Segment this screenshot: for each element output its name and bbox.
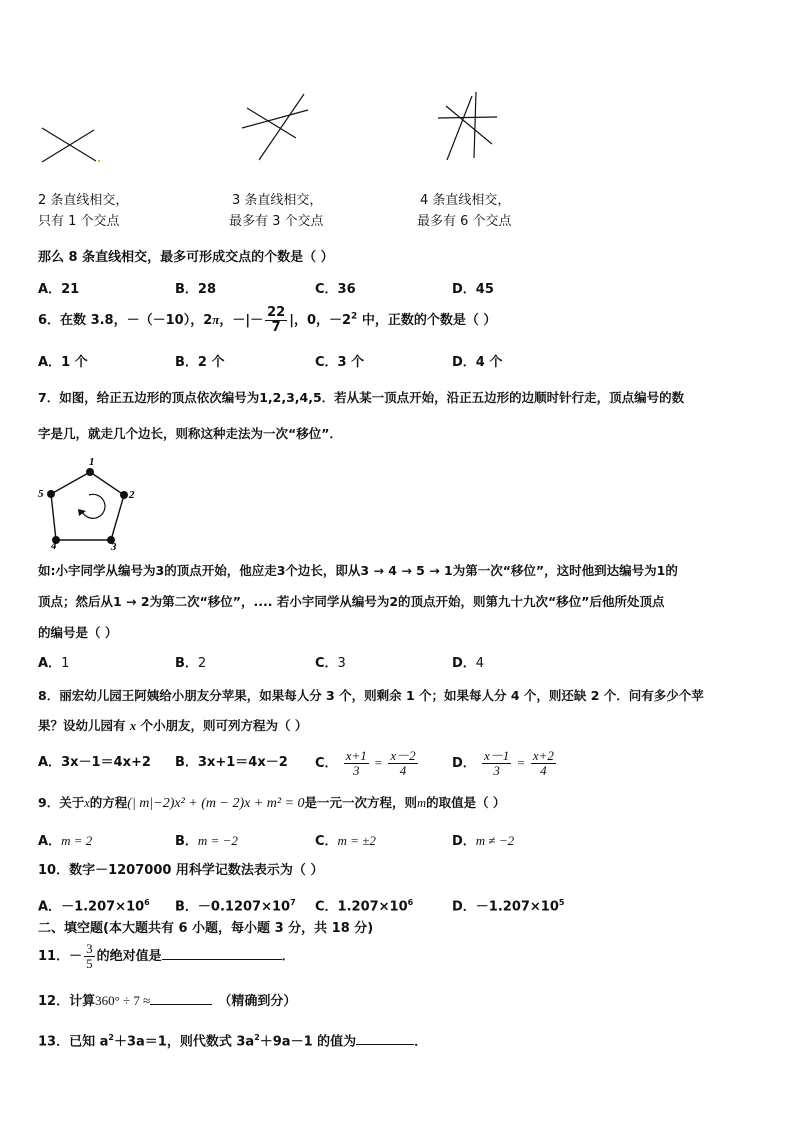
four-lines-figure bbox=[434, 88, 504, 168]
fig4-caption-1: 4 条直线相交， bbox=[420, 193, 511, 208]
q7-line-1: 7．如图，给正五边形的顶点依次编号为1,2,3,4,5．若从某一顶点开始，沿正五边形的边顺时针行走，顶点编号的数 bbox=[38, 390, 685, 405]
two-lines-figure bbox=[38, 120, 108, 170]
vertex-label-2: 2 bbox=[129, 489, 135, 501]
q10-option-c: C．$1.207\times 10^6$ bbox=[315, 898, 414, 915]
q6-option-c: C．3 个 bbox=[315, 355, 365, 370]
q6-fraction: $\frac{22}{7}$ bbox=[267, 305, 286, 335]
q5-option-b: B．28 bbox=[175, 282, 217, 297]
q6-option-d: D．4 个 bbox=[452, 355, 503, 370]
q8-option-c: C． $\frac{x+1}{3}$ = $\frac{x-2}{4}$ bbox=[315, 748, 416, 778]
q8-option-a: A．3x－1＝4x+2 bbox=[38, 755, 151, 770]
q7-option-c: C．3 bbox=[315, 656, 346, 671]
q13-stem: 13．已知 $a^2+3a=1$，则代数式 $3a^2+9a-1$ 的值为 ． bbox=[38, 1033, 428, 1050]
q7-option-a: A．1 bbox=[38, 656, 70, 671]
q7-line-5: 的编号是（ ） bbox=[38, 625, 118, 640]
q10-option-b: B．$-0.1207\times 10^7$ bbox=[175, 898, 296, 915]
q11-answer-blank[interactable] bbox=[162, 947, 282, 960]
fig3-caption-1: 3 条直线相交， bbox=[232, 193, 323, 208]
vertex-label-4: 4 bbox=[51, 540, 57, 552]
q7-line-3: 如:小宇同学从编号为3的顶点开始，他应走3个边长，即从3 → 4 → 5 → 1为第一次“移位”，这时他到达编号为1的 bbox=[38, 563, 678, 578]
vertex-label-1: 1 bbox=[89, 456, 95, 468]
q12-stem: 12．计算360° ÷ 7 ≈ （精确到分） bbox=[38, 993, 297, 1009]
q6-option-b: B．2 个 bbox=[175, 355, 225, 370]
q11-stem: 11．－ $\frac{3}{5}$ 的绝对值是 ． bbox=[38, 941, 295, 971]
q5-option-a: A．21 bbox=[38, 282, 80, 297]
q7-option-d: D．4 bbox=[452, 656, 485, 671]
section-2-heading: 二、填空题(本大题共有 6 小题，每小题 3 分，共 18 分) bbox=[38, 921, 374, 936]
q9-equation: (| m|−2)x² + (m − 2)x + m² = 0 bbox=[127, 796, 305, 811]
q7-line-4: 顶点；然后从1 → 2为第二次“移位”，.... 若小宇同学从编号为2的顶点开始，则第九十九次“移位”后他所处顶点 bbox=[38, 594, 665, 609]
q5-stem: 那么 8 条直线相交，最多可形成交点的个数是（ ） bbox=[38, 250, 334, 265]
vertex-label-3: 3 bbox=[111, 541, 117, 553]
three-lines-figure bbox=[238, 90, 318, 165]
q6-option-a: A．1 个 bbox=[38, 355, 88, 370]
q10-option-d: D．$-1.207\times 10^5$ bbox=[452, 898, 565, 915]
q7-line-2: 字是几，就走几个边长，则称这种走法为一次“移位”． bbox=[38, 426, 342, 441]
q8-line-2: 果？设幼儿园有 x 个小朋友，则可列方程为（ ） bbox=[38, 718, 308, 733]
q7-option-b: B．2 bbox=[175, 656, 207, 671]
q9-option-b: B．m = −2 bbox=[175, 833, 238, 849]
q9-stem: 9．关于x的方程(| m|−2)x² + (m − 2)x + m² = 0是一元一次方程，则m的取值是（ ） bbox=[38, 795, 506, 811]
pentagon-figure bbox=[34, 453, 144, 553]
q8-line-1: 8．丽宏幼儿园王阿姨给小朋友分苹果，如果每人分 3 个，则剩余 1 个；如果每人分 4 个，则还缺 2 个．问有多少个苹 bbox=[38, 688, 704, 703]
fig3-caption-2: 最多有 3 个交点 bbox=[229, 214, 324, 229]
fig4-caption-2: 最多有 6 个交点 bbox=[417, 214, 512, 229]
q9-option-c: C．m = ±2 bbox=[315, 833, 376, 849]
fig2-caption-2: 只有 1 个交点 bbox=[38, 214, 120, 229]
q8-option-d: D． $\frac{x-1}{3}$ = $\frac{x+2}{4}$ bbox=[452, 748, 554, 778]
q10-stem: 10．数字－1207000 用科学记数法表示为（ ） bbox=[38, 863, 324, 878]
q13-answer-blank[interactable] bbox=[356, 1032, 414, 1045]
q6-stem: 6．在数 3.8，－（－10），2π，－|－ $\frac{22}{7}$ |，0，$-2^2$ 中，正数的个数是（ ） bbox=[38, 305, 497, 335]
q5-option-c: C．36 bbox=[315, 282, 356, 297]
q10-option-a: A．$-1.207\times 10^6$ bbox=[38, 898, 150, 915]
q9-option-a: A．m = 2 bbox=[38, 833, 93, 849]
q12-answer-blank[interactable] bbox=[150, 992, 212, 1005]
q8-option-b: B．3x+1＝4x－2 bbox=[175, 755, 288, 770]
q9-option-d: D．m ≠ −2 bbox=[452, 833, 515, 849]
q5-option-d: D．45 bbox=[452, 282, 494, 297]
fig2-caption-1: 2 条直线相交， bbox=[38, 193, 129, 208]
vertex-label-5: 5 bbox=[38, 488, 44, 500]
